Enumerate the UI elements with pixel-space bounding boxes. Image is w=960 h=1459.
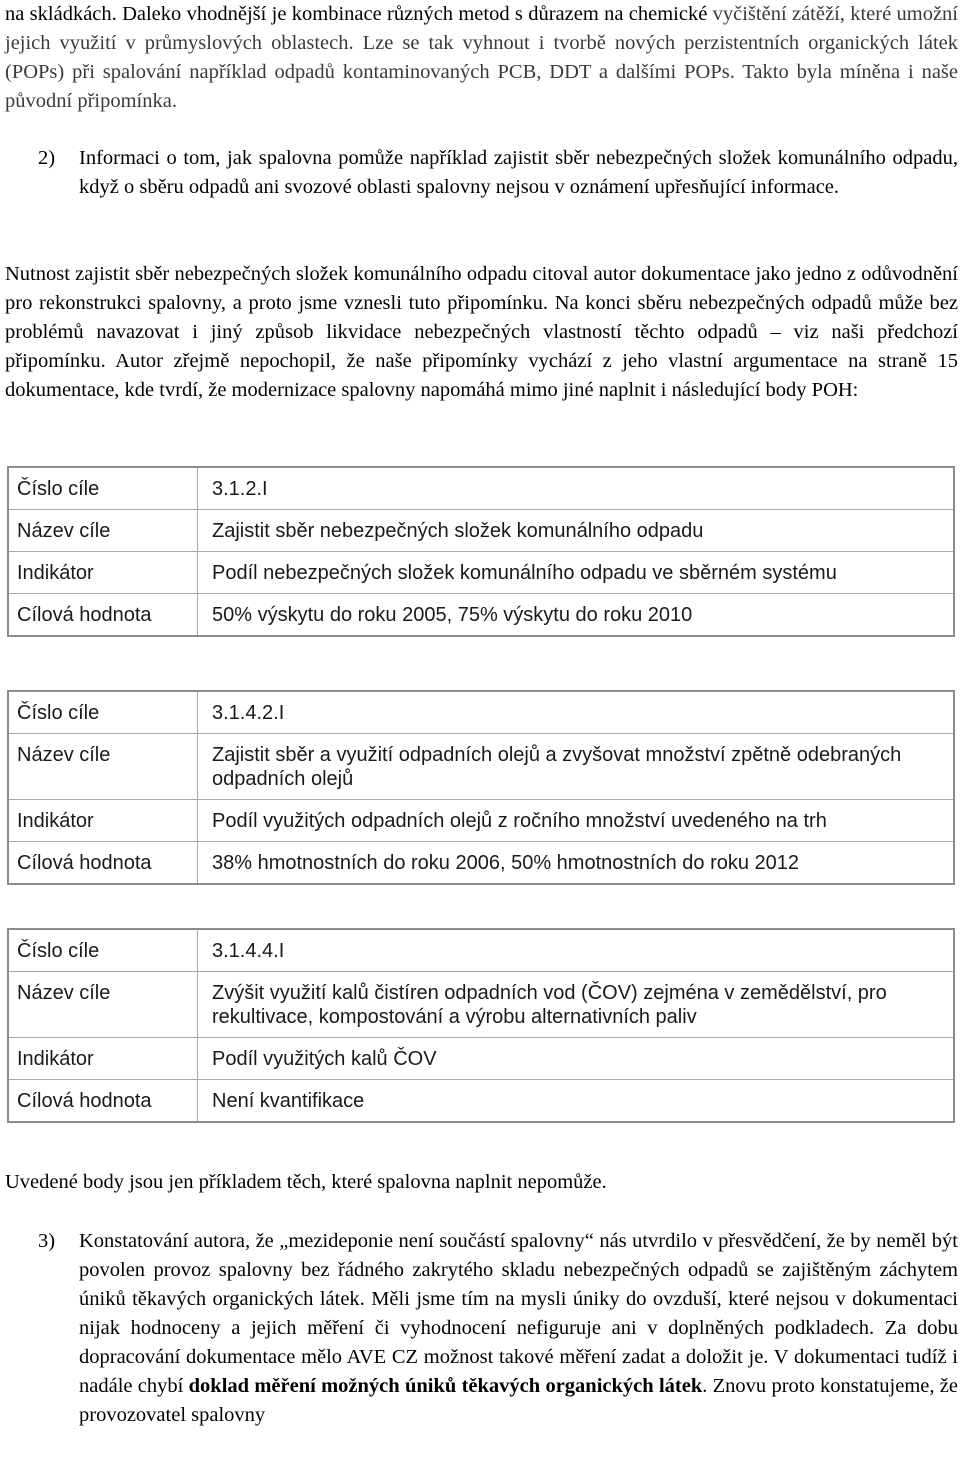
intro-line-3: tvorbě nových perzistentních organických látek (POPs) při spalování například odpadů [5,32,958,83]
table-value-cell: Zvýšit využití kalů čistíren odpadních vod (ČOV) zejména v zemědělství, pro rekultivace, kompostování a výrobu alternativních paliv [198,972,955,1038]
poh-goal-table-3 [7,928,955,1123]
table-value-cell: Není kvantifikace [198,1080,955,1123]
table-label-cell: Číslo cíle [8,691,198,734]
table-label-cell: Cílová hodnota [8,1080,198,1123]
table-label-cell: Cílová hodnota [8,842,198,885]
table-value-cell: Podíl využitých odpadních olejů z ročního množství uvedeného na trh [198,800,955,842]
list-item-2-number: 2) [38,147,56,169]
table-row [8,1080,954,1123]
table-row [8,800,954,842]
list-item-2 [38,144,958,202]
table-value-cell: Podíl využitých kalů ČOV [198,1038,955,1080]
poh-goal-table-2 [7,690,955,885]
list-item-3-text [79,1227,958,1430]
poh-goal-table-1 [7,466,955,637]
table-row [8,734,954,800]
table-label-cell: Název cíle [8,972,198,1038]
intro-line-4: kontaminovaných PCB, DDT a dalšími POPs. Takto byla míněna i naše původní připomínka. [5,61,958,112]
list-item-3-text-start: Konstatování autora, že „mezideponie není součástí spalovny“ nás utvrdilo v přesvědčení, že by neměl být povolen provoz spalovny bez řádného zakrytého skladu nebezpečných odpadů se zajištěným záchytem úniků těkavých organických látek. Měli jsme tím na mysli úniky do ovzduší, které nejsou v dokumentaci nijak hodnoceny a jejich měření či vyhodnocení nefiguruje ani v doplněných podkladech. Za dobu dopracování dokumentace mělo AVE CZ možnost takové měření zadat a doložit je. V dokumentaci tudíž i nadále chybí [79,1230,958,1397]
intro-line-2: vyčištění zátěží, které umožní jejich využití v průmyslových oblastech. Lze se tak vyhnout i [5,3,958,54]
list-item-3-text-end: . Znovu proto konstatujeme, že provozovatel spalovny [79,1375,958,1426]
table-label-cell: Cílová hodnota [8,594,198,637]
table-label-cell: Číslo cíle [8,467,198,510]
table-row [8,552,954,594]
table-value-cell: 3.1.4.2.I [198,691,955,734]
table-row [8,972,954,1038]
table-row [8,691,954,734]
table-row [8,929,954,972]
list-item-2-text: Informaci o tom, jak spalovna pomůže například zajistit sběr nebezpečných složek komunálního odpadu, když o sběru odpadů ani svozové oblasti spalovny nejsou v oznámení upřesňující informace. [79,147,958,198]
intro-paragraph [5,0,958,116]
table-label-cell: Indikátor [8,1038,198,1080]
table-value-cell: Zajistit sběr a využití odpadních olejů a zvyšovat množství zpětně odebraných odpadních olejů [198,734,955,800]
table-value-cell: 3.1.4.4.I [198,929,955,972]
argument-paragraph: Nutnost zajistit sběr nebezpečných složek komunálního odpadu citoval autor dokumentace jako jedno z odůvodnění pro rekonstrukci spalovny, a proto jsme vznesli tuto připomínku. Na konci sběru nebezpečných odpadů může bez problémů navazovat i jiný způsob likvidace nebezpečných vlastností těchto odpadů – viz naši předchozí připomínku. Autor zřejmě nepochopil, že naše připomínky vychází z jeho vlastní argumentace na straně 15 dokumentace, kde tvrdí, že modernizace spalovny napomáhá mimo jiné naplnit i následující body POH: [5,263,958,401]
table-row [8,510,954,552]
table-row [8,594,954,637]
table-label-cell: Název cíle [8,510,198,552]
table-value-cell: 50% výskytu do roku 2005, 75% výskytu do roku 2010 [198,594,955,637]
table-label-cell: Název cíle [8,734,198,800]
table-value-cell: Zajistit sběr nebezpečných složek komunálního odpadu [198,510,955,552]
table-row [8,842,954,885]
table-label-cell: Indikátor [8,552,198,594]
table-value-cell: 38% hmotnostních do roku 2006, 50% hmotnostních do roku 2012 [198,842,955,885]
list-item-3 [38,1227,958,1430]
table-label-cell: Indikátor [8,800,198,842]
intro-line-1: na skládkách. Daleko vhodnější je kombinace různých metod s důrazem na chemické [5,3,713,25]
table-value-cell: 3.1.2.I [198,467,955,510]
table-value-cell: Podíl nebezpečných složek komunálního odpadu ve sběrném systému [198,552,955,594]
table-label-cell: Číslo cíle [8,929,198,972]
summary-paragraph: Uvedené body jsou jen příkladem těch, které spalovna naplnit nepomůže. [5,1171,607,1193]
list-item-3-bold-phrase: doklad měření možných úniků těkavých organických látek [188,1375,703,1397]
table-row [8,1038,954,1080]
list-item-3-number: 3) [38,1230,56,1252]
table-row [8,467,954,510]
